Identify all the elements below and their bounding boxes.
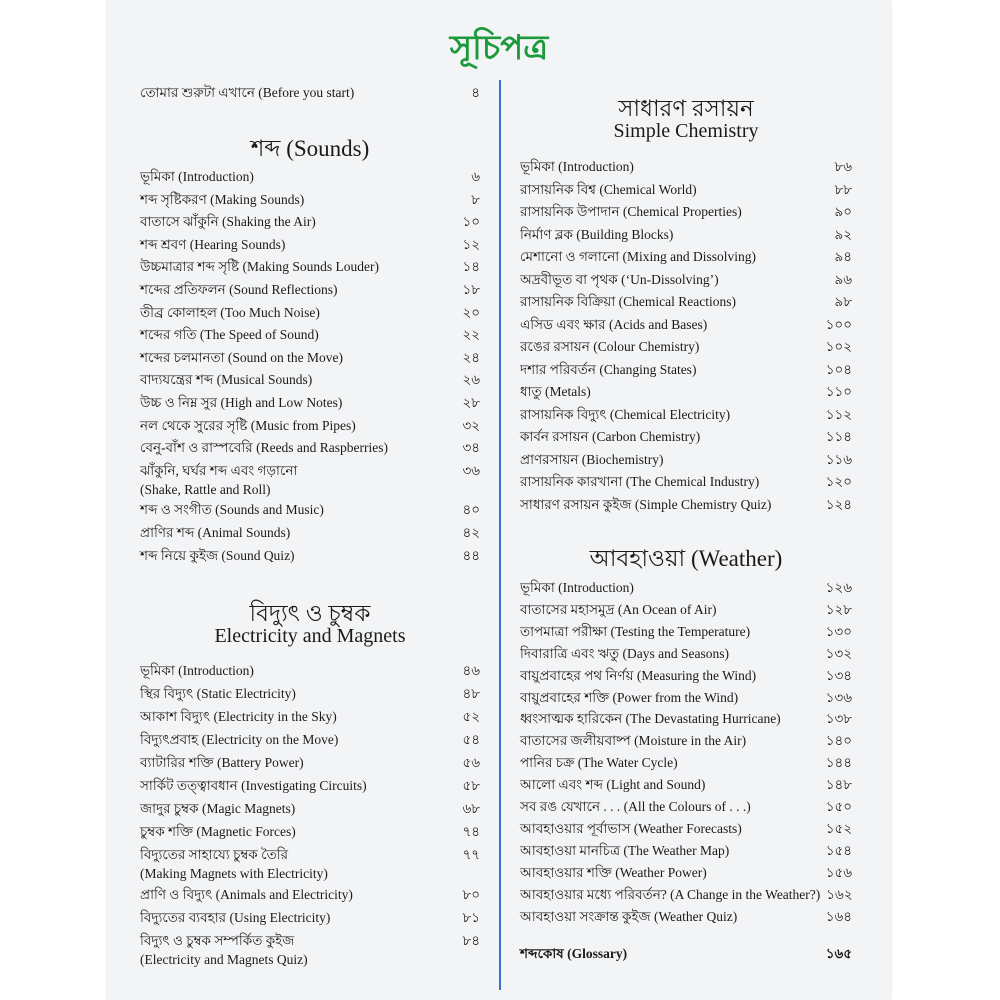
- entry-page: ৪০: [462, 502, 480, 518]
- entry-page: ১৩০: [825, 623, 852, 639]
- entry-page: ১৪০: [825, 733, 852, 749]
- entry-page: ৪: [471, 85, 480, 100]
- entry-title: তাপমাত্রা পরীক্ষা (Testing the Temperature): [520, 623, 751, 639]
- entry-page: ১১৬: [825, 451, 852, 467]
- entry-title: বেনু-বাঁশ ও রাস্পবেরি (Reeds and Raspberries): [140, 440, 389, 456]
- entry-page: ১৬২: [826, 886, 853, 902]
- toc-entry[interactable]: [140, 370, 480, 389]
- entry-page: ৪৮: [462, 686, 480, 701]
- toc-entry[interactable]: [520, 225, 852, 244]
- entry-title: আবহাওয়ার শক্তি (Weather Power): [520, 864, 707, 880]
- entry-page: ১০: [462, 214, 480, 230]
- section-heading-chemistry: সাধারণ রসায়ন: [618, 96, 754, 121]
- entry-page: ৮৪: [462, 933, 480, 948]
- toc-entry[interactable]: [140, 280, 480, 299]
- toc-entry[interactable]: [140, 190, 480, 209]
- entry-page: ৫৬: [462, 755, 480, 770]
- toc-entry[interactable]: [520, 202, 852, 221]
- entry-title: রাসায়নিক বিদ্যুৎ (Chemical Electricity): [520, 406, 731, 422]
- book-page: [108, 0, 890, 1000]
- entry-title: আবহাওয়ার মধ্যে পরিবর্তন? (A Change in the Weather?): [520, 886, 821, 902]
- toc-entry[interactable]: [520, 753, 852, 772]
- entry-page: ৭৪: [462, 824, 480, 839]
- toc-entry[interactable]: [520, 360, 852, 379]
- toc-entry[interactable]: [140, 931, 480, 969]
- section-heading-electricity: বিদ্যুৎ ও চুম্বক: [249, 601, 371, 626]
- toc-entry[interactable]: [520, 247, 852, 266]
- entry-title: রাসায়নিক উপাদান (Chemical Properties): [520, 204, 742, 219]
- toc-entry[interactable]: [520, 797, 852, 816]
- toc-entry[interactable]: [520, 885, 852, 904]
- entry-page: ৪৪: [462, 547, 480, 563]
- toc-entry[interactable]: [140, 799, 480, 818]
- toc-entry[interactable]: [140, 684, 480, 703]
- entry-page: ১৩৮: [825, 711, 852, 727]
- toc-entry[interactable]: [140, 753, 480, 772]
- entry-title: আবহাওয়ার পূর্বাভাস (Weather Forecasts): [520, 820, 742, 836]
- toc-entry[interactable]: [520, 292, 852, 311]
- entry-title: দশার পরিবর্তন (Changing States): [520, 361, 697, 377]
- entry-page: ১২৮: [825, 601, 852, 617]
- entry-title: এসিড এবং ক্ষার (Acids and Bases): [520, 316, 708, 332]
- toc-entry[interactable]: [520, 472, 852, 491]
- toc-entry[interactable]: [520, 450, 852, 469]
- entry-title: ব্যাটারির শক্তি (Battery Power): [140, 755, 304, 770]
- entry-title: সাধারণ রসায়ন কুইজ (Simple Chemistry Quiz): [520, 496, 772, 512]
- entry-page: ১২৪: [825, 496, 852, 512]
- entry-page: ৯৮: [834, 294, 852, 309]
- toc-entry[interactable]: [520, 622, 852, 641]
- entry-page: ৬: [471, 169, 480, 184]
- entry-page: ২৬: [462, 372, 480, 388]
- entry-page: ২০: [462, 304, 480, 320]
- entry-title: তোমার শুরুটা এখানে (Before you start): [140, 85, 355, 100]
- entry-title: ধ্বংসাত্মক হারিকেন (The Devastating Hurricane): [520, 711, 781, 727]
- toc-entry[interactable]: [140, 393, 480, 412]
- entry-title: শব্দ ও সংগীত (Sounds and Music): [140, 502, 324, 518]
- toc-entry[interactable]: [140, 212, 480, 231]
- toc-entry[interactable]: [140, 348, 480, 367]
- toc-entry[interactable]: [520, 405, 852, 424]
- toc-entry[interactable]: [520, 578, 852, 597]
- toc-entry[interactable]: [520, 495, 852, 514]
- toc-entry[interactable]: [140, 845, 480, 883]
- toc-entry[interactable]: [520, 315, 852, 334]
- entry-page: ৮০: [462, 887, 480, 902]
- entry-title: সার্কিট তত্ত্বাবধান (Investigating Circuits): [140, 778, 367, 793]
- entry-page: ৮: [471, 191, 480, 207]
- entry-title: শব্দের গতি (The Speed of Sound): [140, 327, 319, 343]
- toc-entry-intro[interactable]: [140, 83, 480, 102]
- section-subheading-electricity: Electricity and Magnets: [214, 625, 406, 647]
- entry-title: আকাশ বিদ্যুৎ (Electricity in the Sky): [140, 709, 337, 724]
- entry-page: ৯৬: [834, 271, 852, 287]
- entry-title: বাতাসের জলীয়বাষ্প (Moisture in the Air): [520, 733, 747, 749]
- entry-title: শব্দকোষ (Glossary): [520, 946, 628, 961]
- entry-page: ১৪: [462, 259, 480, 275]
- entry-page: ১০৪: [825, 361, 852, 377]
- entry-title: বিদ্যুতের ব্যবহার (Using Electricity): [140, 910, 331, 925]
- entry-title: উচ্চমাত্রার শব্দ সৃষ্টি (Making Sounds Louder): [140, 259, 379, 275]
- entry-title: শব্দের প্রতিফলন (Sound Reflections): [140, 282, 338, 297]
- entry-title: রাসায়নিক কারখানা (The Chemical Industry): [520, 474, 760, 489]
- toc-entry-glossary[interactable]: [520, 944, 852, 963]
- toc-entry[interactable]: [140, 730, 480, 749]
- entry-page: ১৮: [462, 282, 480, 297]
- entry-title: ভূমিকা (Introduction): [520, 159, 634, 174]
- entry-title: প্রাণি ও বিদ্যুৎ (Animals and Electricity): [140, 887, 353, 902]
- entry-page: ১৬৫: [825, 946, 852, 961]
- toc-entry[interactable]: [140, 416, 480, 435]
- entry-title: বায়ুপ্রবাহের শক্তি (Power from the Wind): [520, 689, 739, 705]
- entry-page: ১২৬: [825, 580, 852, 595]
- entry-page: ১১৪: [825, 429, 852, 444]
- entry-title: আবহাওয়া সংক্রান্ত কুইজ (Weather Quiz): [520, 908, 738, 924]
- entry-page: ১৫০: [825, 799, 852, 814]
- entry-page: ৯২: [834, 226, 852, 242]
- toc-entry[interactable]: [520, 841, 852, 860]
- toc-entry[interactable]: [140, 257, 480, 276]
- entry-title: ধাতু (Metals): [520, 384, 591, 399]
- entry-page: ১৫৪: [825, 842, 852, 858]
- entry-page: ১২০: [825, 474, 852, 489]
- toc-entry[interactable]: [140, 500, 480, 519]
- entry-page: ১০০: [825, 316, 852, 332]
- toc-entry[interactable]: [140, 325, 480, 344]
- entry-page: ১১২: [825, 406, 852, 422]
- entry-page: ১২: [462, 236, 480, 252]
- entry-title: অদ্রবীভূত বা পৃথক (‘Un-Dissolving’): [520, 271, 719, 287]
- entry-title: স্থির বিদ্যুৎ (Static Electricity): [140, 686, 296, 701]
- toc-entry[interactable]: [140, 707, 480, 726]
- toc-entry[interactable]: [140, 546, 480, 565]
- entry-title: শব্দ নিয়ে কুইজ (Sound Quiz): [140, 547, 295, 563]
- toc-entry[interactable]: [140, 776, 480, 795]
- entry-page: ৩৪: [462, 440, 480, 456]
- entry-title: চুম্বক শক্তি (Magnetic Forces): [140, 824, 296, 839]
- toc-entry[interactable]: [520, 731, 852, 750]
- entry-page: ৫২: [462, 709, 480, 724]
- entry-page: ১০২: [825, 339, 852, 354]
- entry-title: রঙের রসায়ন (Colour Chemistry): [520, 339, 700, 354]
- entry-title: শব্দ শ্রবণ (Hearing Sounds): [140, 236, 286, 252]
- toc-entry[interactable]: [140, 822, 480, 841]
- toc-entry[interactable]: [520, 907, 852, 926]
- entry-title: উচ্চ ও নিম্ন সুর (High and Low Notes): [140, 395, 343, 410]
- section-heading-sounds: শব্দ (Sounds): [250, 136, 370, 161]
- toc-entry[interactable]: [520, 709, 852, 728]
- toc-entry[interactable]: [520, 157, 852, 176]
- toc-entry[interactable]: [140, 885, 480, 904]
- entry-title: দিবারাত্রি এবং ঋতু (Days and Seasons): [520, 645, 729, 661]
- toc-entry[interactable]: [520, 775, 852, 794]
- toc-entry[interactable]: [140, 908, 480, 927]
- toc-entry[interactable]: [140, 523, 480, 542]
- entry-page: ১৩৪: [825, 667, 852, 683]
- entry-title: বাতাসে ঝাঁকুনি (Shaking the Air): [140, 214, 316, 230]
- entry-title: নল থেকে সুরের সৃষ্টি (Music from Pipes): [140, 417, 356, 433]
- entry-page: ১৫২: [825, 820, 852, 836]
- entry-title: শব্দের চলমানতা (Sound on the Move): [140, 349, 344, 365]
- entry-page: ১১০: [825, 384, 852, 399]
- entry-title: ভূমিকা (Introduction): [520, 580, 634, 595]
- toc-entry[interactable]: [140, 303, 480, 322]
- entry-page: ১৫৬: [825, 864, 852, 880]
- entry-title: জাদুর চুম্বক (Magic Magnets): [140, 801, 296, 816]
- toc-entry[interactable]: [140, 461, 480, 499]
- toc-entry[interactable]: [140, 438, 480, 457]
- toc-entry[interactable]: [520, 427, 852, 446]
- entry-title: কার্বন রসায়ন (Carbon Chemistry): [520, 429, 701, 444]
- entry-title: আবহাওয়া মানচিত্র (The Weather Map): [520, 842, 730, 858]
- entry-title: বিদ্যুৎপ্রবাহ (Electricity on the Move): [140, 732, 339, 747]
- entry-title: বায়ুপ্রবাহের পথ নির্ণয় (Measuring the Wind): [520, 667, 757, 683]
- toc-entry[interactable]: [520, 180, 852, 199]
- column-divider: [499, 80, 501, 990]
- toc-entry[interactable]: [520, 863, 852, 882]
- toc-entry[interactable]: [140, 167, 480, 186]
- page-title: সূচিপত্র: [449, 30, 549, 67]
- toc-entry[interactable]: [520, 270, 852, 289]
- entry-page: ১৩২: [825, 645, 852, 661]
- entry-title: ঝাঁকুনি, ঘর্ঘর শব্দ এবং গড়ানো (Shake, Rattle and Roll): [140, 462, 298, 497]
- toc-entry[interactable]: [520, 600, 852, 619]
- entry-title: পানির চক্র (The Water Cycle): [520, 755, 678, 771]
- entry-title: ভূমিকা (Introduction): [140, 169, 254, 184]
- entry-page: ১৬৪: [825, 908, 852, 924]
- entry-title: তীব্র কোলাহল (Too Much Noise): [140, 304, 320, 320]
- entry-title: রাসায়নিক বিশ্ব (Chemical World): [520, 181, 697, 197]
- section-heading-weather: আবহাওয়া (Weather): [589, 546, 783, 571]
- entry-page: ২৮: [462, 395, 480, 410]
- entry-title: বিদ্যুৎ ও চুম্বক সম্পর্কিত কুইজ (Electricity and Magnets Quiz): [140, 933, 308, 967]
- entry-page: ১৪৮: [825, 777, 852, 793]
- entry-title: প্রাণরসায়ন (Biochemistry): [520, 451, 664, 467]
- entry-page: ১৩৬: [825, 689, 852, 705]
- entry-page: ৩২: [462, 417, 480, 433]
- toc-entry[interactable]: [520, 666, 852, 685]
- entry-page: ৯৪: [834, 249, 852, 264]
- toc-entry[interactable]: [140, 235, 480, 254]
- entry-title: রাসায়নিক বিক্রিয়া (Chemical Reactions): [520, 294, 736, 309]
- entry-title: বিদ্যুতের সাহায্যে চুম্বক তৈরি (Making Magnets with Electricity): [140, 847, 328, 881]
- entry-title: প্রাণির শব্দ (Animal Sounds): [140, 525, 291, 540]
- entry-page: ৪২: [462, 525, 480, 540]
- entry-page: ৮৮: [834, 181, 852, 197]
- entry-page: ১৪৪: [825, 755, 852, 771]
- entry-page: ৬৮: [462, 801, 480, 816]
- section-subheading-chemistry: Simple Chemistry: [613, 120, 759, 142]
- toc-entry[interactable]: [520, 337, 852, 356]
- entry-title: ভূমিকা (Introduction): [140, 663, 254, 678]
- entry-title: বাতাসের মহাসমুদ্র (An Ocean of Air): [520, 601, 717, 617]
- entry-page: ৮১: [462, 910, 480, 925]
- entry-title: আলো এবং শব্দ (Light and Sound): [520, 777, 706, 793]
- toc-entry[interactable]: [140, 661, 480, 680]
- entry-page: ৪৬: [462, 663, 480, 678]
- toc-entry[interactable]: [520, 688, 852, 707]
- toc-entry[interactable]: [520, 819, 852, 838]
- entry-page: ৮৬: [834, 159, 852, 174]
- entry-page: ২২: [462, 327, 480, 343]
- entry-page: ৩৬: [462, 462, 480, 478]
- entry-page: ৫৮: [462, 778, 480, 793]
- entry-title: সব রঙ যেখানে . . . (All the Colours of . . .): [520, 799, 751, 814]
- entry-title: শব্দ সৃষ্টিকরণ (Making Sounds): [140, 191, 305, 207]
- entry-title: মেশানো ও গলানো (Mixing and Dissolving): [520, 249, 757, 264]
- entry-title: বাদ্যযন্ত্রের শব্দ (Musical Sounds): [140, 372, 313, 388]
- entry-page: ৯০: [834, 204, 852, 219]
- entry-page: ২৪: [462, 349, 480, 365]
- entry-title: নির্মাণ ব্লক (Building Blocks): [520, 226, 674, 242]
- toc-entry[interactable]: [520, 644, 852, 663]
- toc-entry[interactable]: [520, 382, 852, 401]
- entry-page: ৭৭: [462, 847, 480, 862]
- entry-page: ৫৪: [462, 732, 480, 747]
